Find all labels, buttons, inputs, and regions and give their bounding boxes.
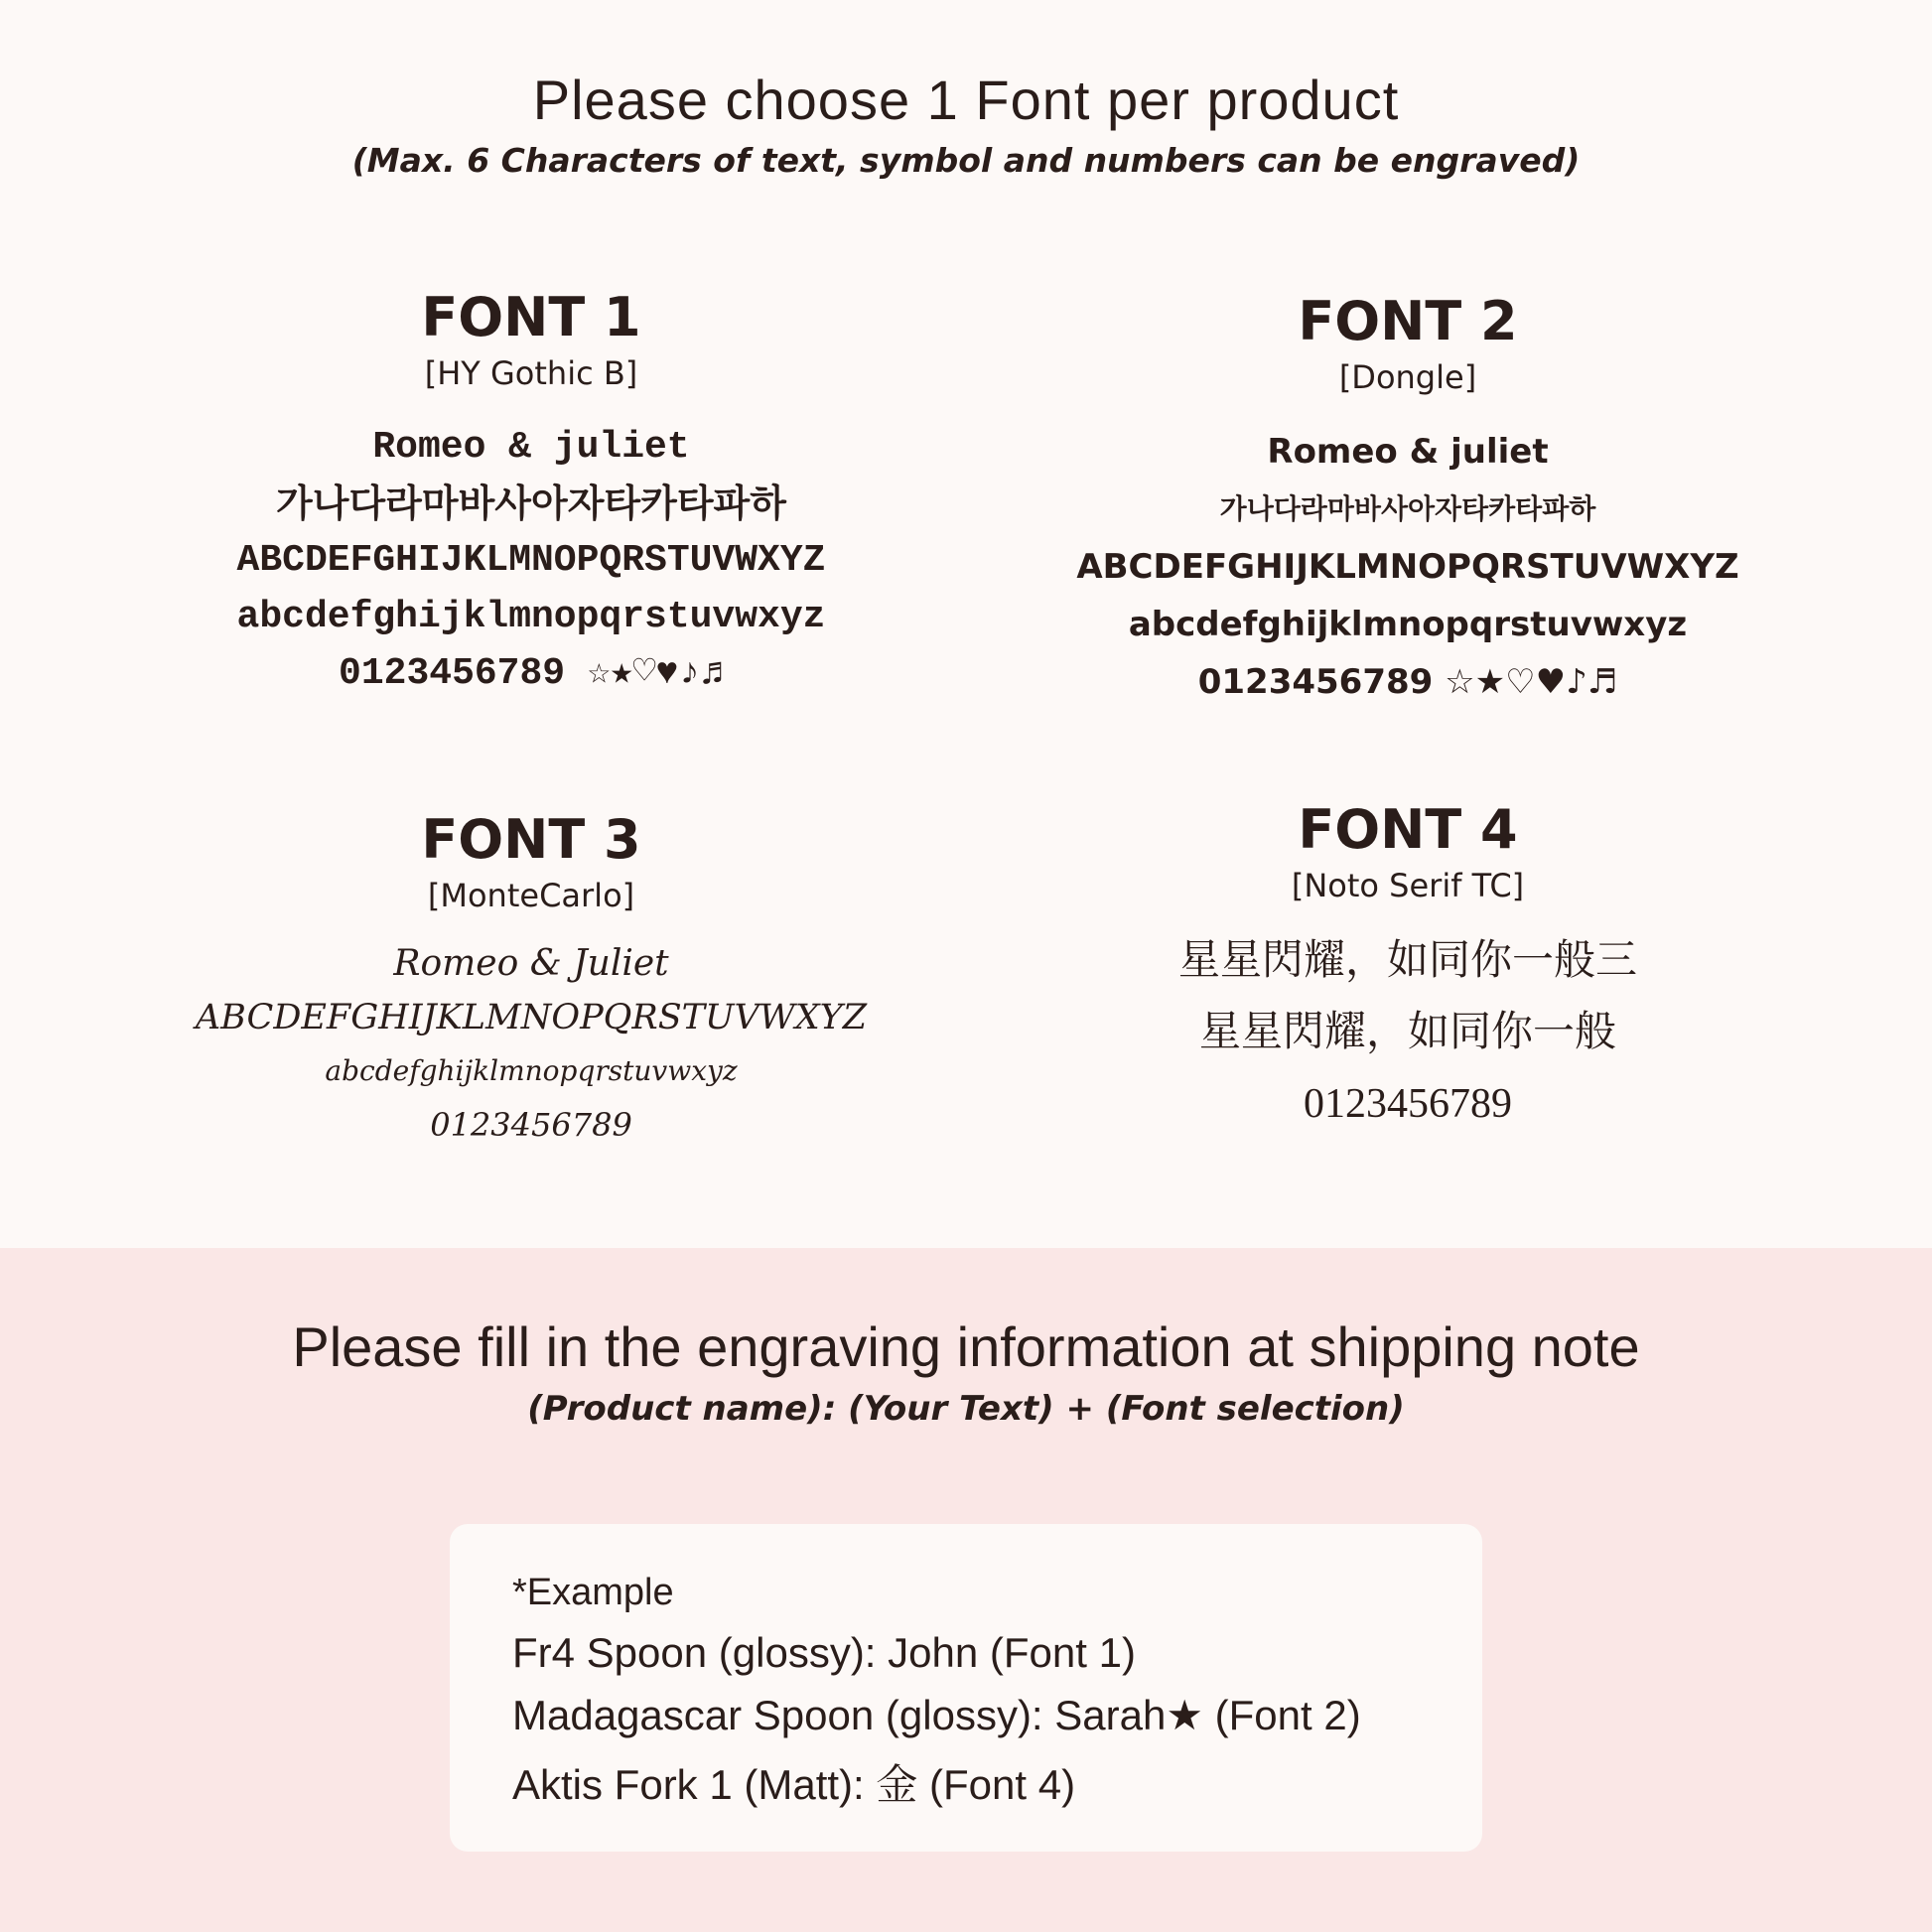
font-heading: FONT 4	[1298, 798, 1518, 861]
font-name: [MonteCarlo]	[427, 877, 635, 914]
font-2-block	[961, 292, 1855, 711]
sample-line: 0123456789 ☆★♡♥♪♬	[339, 652, 724, 695]
font-name: [Noto Serif TC]	[1291, 867, 1525, 904]
sample-line: abcdefghijklmnopqrstuvwxyz	[1128, 605, 1688, 644]
sample-line: ABCDEFGHIJKLMNOPQRSTUVWXYZ	[236, 539, 826, 582]
font-1-block	[84, 288, 978, 702]
sample-line: Romeo & juliet	[1267, 432, 1549, 472]
sample-line: 가나다라마바사아자타카타파하	[276, 482, 786, 525]
sample-line: abcdefghijklmnopqrstuvwxyz	[236, 596, 826, 638]
example-label: *Example	[512, 1572, 674, 1613]
sample-line: ABCDEFGHIJKLMNOPQRSTUVWXYZ	[195, 998, 868, 1037]
example-box	[450, 1524, 1482, 1852]
sample-line: 星星閃耀，如同你一般	[1198, 1010, 1616, 1055]
example-line: Madagascar Spoon (glossy): Sarah★ (Font 2)	[512, 1692, 1361, 1738]
page-subtitle: (Max. 6 Characters of text, symbol and numbers can be engraved)	[351, 141, 1581, 180]
font-4-block	[961, 800, 1855, 1140]
sample-line: 星星閃耀，如同你一般三	[1177, 938, 1637, 984]
font-3-block	[84, 810, 978, 1152]
font-heading: FONT 2	[1298, 290, 1518, 352]
font-heading: FONT 1	[421, 286, 641, 348]
engraving-format: (Product name): (Your Text) + (Font selection)	[527, 1389, 1405, 1429]
sample-line: Romeo & juliet	[372, 426, 690, 469]
sample-line: 0123456789	[1304, 1081, 1512, 1127]
example-line: Aktis Fork 1 (Matt): 金 (Font 4)	[512, 1761, 1076, 1808]
sample-line: 가나다라마바사아자타카타파하	[1219, 492, 1596, 525]
font-heading: FONT 3	[421, 808, 641, 871]
sample-line: Romeo & Juliet	[393, 943, 669, 984]
sample-line: abcdefghijklmnopqrstuvwxyz	[325, 1054, 738, 1087]
example-line: Fr4 Spoon (glossy): John (Font 1)	[512, 1629, 1136, 1676]
font-name: [Dongle]	[1338, 358, 1477, 396]
font-name: [HY Gothic B]	[424, 354, 638, 392]
sample-line: 0123456789	[430, 1106, 632, 1144]
sample-line: ABCDEFGHIJKLMNOPQRSTUVWXYZ	[1076, 547, 1739, 587]
sample-line: 0123456789 ☆★♡♥♪♬	[1197, 662, 1618, 702]
page-title: Please choose 1 Font per product	[532, 69, 1400, 131]
engraving-title: Please fill in the engraving information at shipping note	[292, 1315, 1640, 1378]
